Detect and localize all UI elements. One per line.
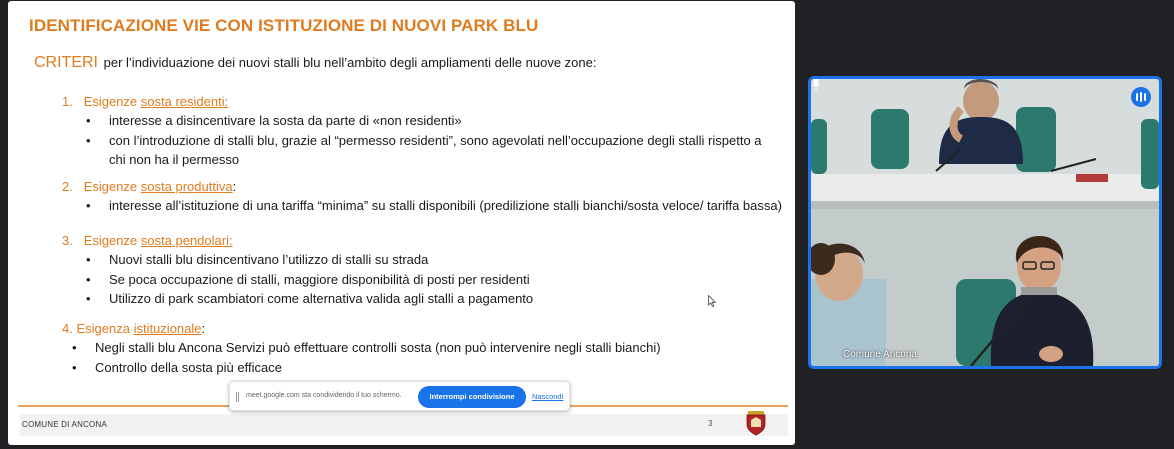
presentation-slide: [8, 1, 795, 445]
section-number: 3.: [62, 233, 73, 248]
section-heading: [62, 92, 774, 111]
bullet-list: [84, 196, 794, 216]
section-topic: sosta produttiva: [140, 179, 233, 194]
screen-share-bar: [229, 381, 570, 411]
stop-sharing-button[interactable]: Interrompi condivisione: [418, 386, 526, 408]
section-word: Esigenze: [83, 233, 138, 248]
share-message: meet.google.com sta condividendo il tuo schermo.: [246, 392, 402, 399]
criteri-text: per l’individuazione dei nuovi stalli blu nell’ambito degli ampliamenti delle nuove zone:: [103, 55, 597, 70]
section-topic: sosta residenti:: [140, 94, 229, 109]
list-item: • Controllo della sosta più efficace: [70, 358, 760, 378]
participant-video-tile[interactable]: [808, 76, 1162, 369]
list-item: • Nuovi stalli blu disincentivano l’utilizzo di stalli su strada: [84, 250, 774, 270]
section-tail: :: [232, 179, 237, 194]
section-sosta-produttiva: [62, 177, 794, 216]
section-number: 2.: [62, 179, 73, 194]
pin-icon[interactable]: [811, 79, 821, 91]
criteri-label: CRITERI: [34, 54, 98, 71]
footer-bar: [20, 414, 788, 436]
section-heading: [62, 319, 760, 338]
section-sosta-residenti: [62, 92, 774, 170]
list-item: • con l’introduzione di stalli blu, grazie al “permesso residenti”, sono agevolati nell’occupazione degli stalli rispetto a chi non ha il permesso: [84, 131, 774, 170]
list-item: • Negli stalli blu Ancona Servizi può effettuare controlli sosta (non può intervenire negli stalli bianchi): [70, 338, 760, 358]
section-word: Esigenze: [83, 179, 138, 194]
section-heading: [62, 231, 774, 250]
section-sosta-pendolari: [62, 231, 774, 309]
criteri-line: [34, 54, 596, 72]
section-topic: sosta pendolari:: [140, 233, 233, 248]
section-heading: [62, 177, 794, 196]
bullet-list: [84, 111, 774, 170]
list-item: • interesse a disincentivare la sosta da parte di «non residenti»: [84, 111, 774, 131]
page-number: 3: [708, 419, 713, 428]
section-word: Esigenza: [76, 321, 130, 336]
section-tail: :: [201, 321, 206, 336]
audio-level-icon: [1131, 87, 1151, 107]
list-item: • interesse all’istituzione di una tariffa “minima” su stalli disponibili (predilizione stalli bianchi/sosta veloce/ tariffa bassa): [84, 196, 794, 216]
coat-of-arms-icon: [745, 410, 767, 436]
mouse-cursor-icon: [708, 295, 716, 307]
list-item: • Utilizzo di park scambiatori come alternativa valida agli stalli a pagamento: [84, 289, 774, 309]
section-topic: istituzionale: [133, 321, 202, 336]
drag-handle-icon[interactable]: [236, 392, 239, 402]
slide-title: IDENTIFICAZIONE VIE CON ISTITUZIONE DI NUOVI PARK BLU: [29, 16, 539, 35]
section-number: 4.: [62, 321, 73, 336]
video-feed: [811, 79, 1159, 366]
hide-button[interactable]: Nascondi: [532, 392, 564, 401]
section-number: 1.: [62, 94, 73, 109]
participant-name: Comune Ancona: [843, 349, 917, 360]
bullet-list: [84, 250, 774, 309]
section-istituzionale: [62, 319, 760, 377]
bullet-list: [70, 338, 760, 377]
list-item: • Se poca occupazione di stalli, maggiore disponibilità di posti per residenti: [84, 270, 774, 290]
footer-organization: COMUNE DI ANCONA: [22, 420, 107, 429]
section-word: Esigenze: [83, 94, 138, 109]
